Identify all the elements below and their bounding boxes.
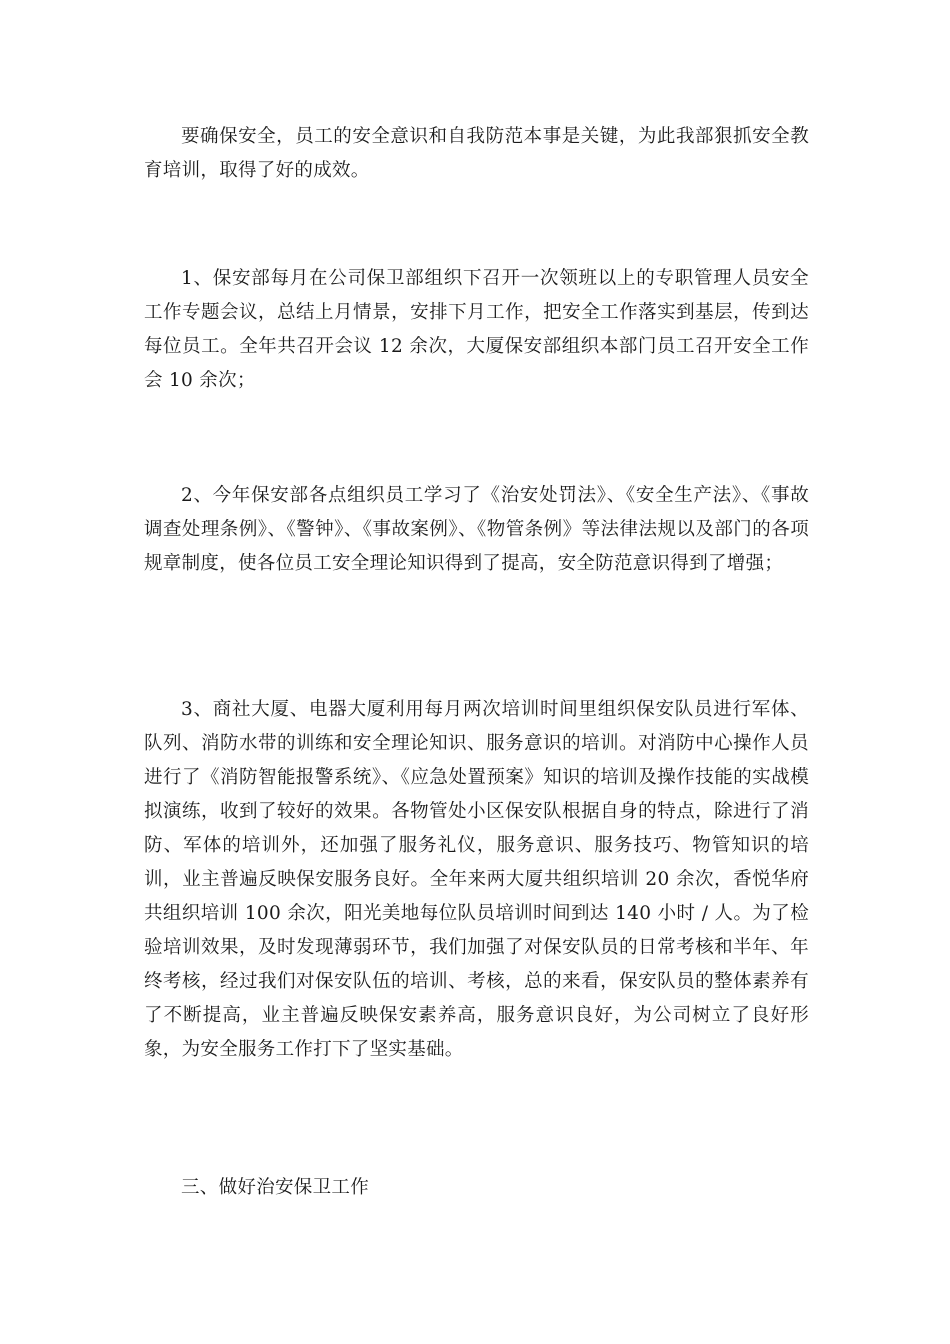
- list-item-meetings: 1、保安部每月在公司保卫部组织下召开一次领班以上的专职管理人员安全工作专题会议，总结上月情景，安排下月工作，把安全工作落实到基层，传到达每位员工。全年共召开会议 12 余次，大厦保安部组织本部门员工召开安全工作会 10 余次；: [144, 268, 809, 391]
- intro-paragraph: 要确保安全，员工的安全意识和自我防范本事是关键，为此我部狠抓安全教育培训，取得了好的成效。: [144, 126, 809, 181]
- list-item-law-study: 2、今年保安部各点组织员工学习了《治安处罚法》、《安全生产法》、《事故调查处理条例》、《警钟》、《事故案例》、《物管条例》等法律法规以及部门的各项规章制度，使各位员工安全理论知识得到了提高，安全防范意识得到了增强；: [144, 485, 809, 574]
- list-item-training: 3、商社大厦、电器大厦利用每月两次培训时间里组织保安队员进行军体、队列、消防水带的训练和安全理论知识、服务意识的培训。对消防中心操作人员进行了《消防智能报警系统》、《应急处置预案》知识的培训及操作技能的实战模拟演练，收到了较好的效果。各物管处小区保安队根据自身的特点，除进行了消防、军体的培训外，还加强了服务礼仪，服务意识、服务技巧、物管知识的培训，业主普遍反映保安服务良好。全年来两大厦共组织培训 20 余次，香悦华府共组织培训 100 余次，阳光美地每位队员培训时间到达 140 小时 / 人。为了检验培训效果，及时发现薄弱环节，我们加强了对保安队员的日常考核和半年、年终考核，经过我们对保安队伍的培训、考核，总的来看，保安队员的整体素养有了不断提高，业主普遍反映保安素养高，服务意识良好，为公司树立了良好形象，为安全服务工作打下了坚实基础。: [144, 699, 809, 1060]
- section-heading: 三、做好治安保卫工作: [181, 1177, 370, 1198]
